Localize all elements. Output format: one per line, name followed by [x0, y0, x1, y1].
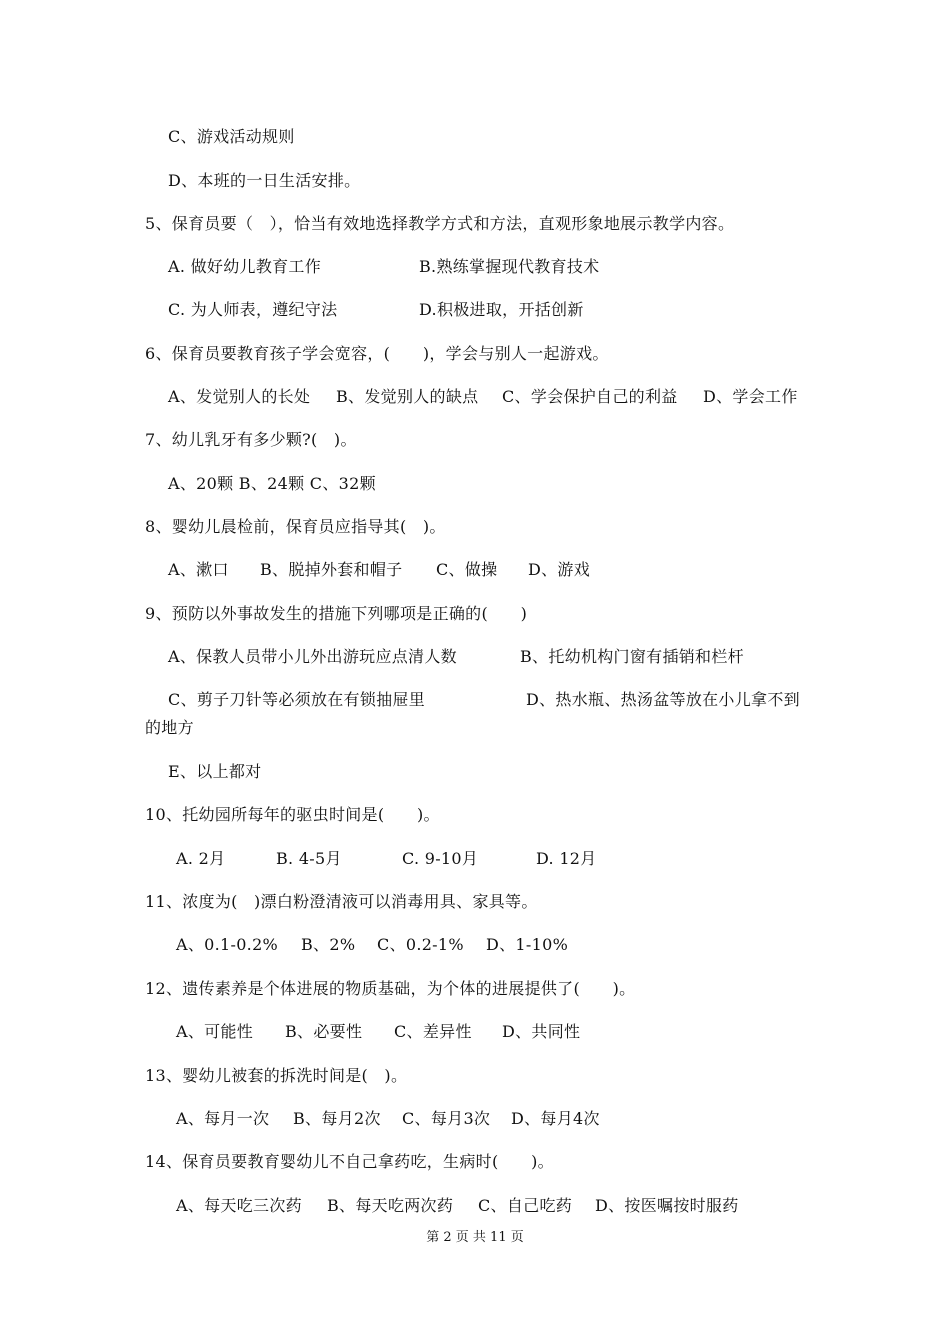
question-7-options: A、20颗 B、24颗 C、32颗: [168, 474, 376, 493]
q14-option-a: A、每天吃三次药: [176, 1196, 302, 1215]
q9-option-d: D、热水瓶、热汤盆等放在小儿拿不到: [526, 690, 800, 709]
question-12: 12、遗传素养是个体进展的物质基础，为个体的进展提供了( )。: [145, 979, 636, 998]
q14-option-b: B、每天吃两次药: [327, 1196, 454, 1215]
q14-option-c: C、自己吃药: [478, 1196, 573, 1215]
q11-option-d: D、1-10%: [486, 935, 569, 954]
question-7: 7、幼儿乳牙有多少颗?( )。: [145, 430, 357, 449]
option-d-daily-schedule: D、本班的一日生活安排。: [168, 171, 361, 190]
option-c-game-rules: C、游戏活动规则: [168, 127, 295, 146]
q5-option-d: D.积极进取，开括创新: [419, 300, 584, 319]
q13-option-a: A、每月一次: [176, 1109, 270, 1128]
q8-option-b: B、脱掉外套和帽子: [260, 560, 403, 579]
question-8: 8、婴幼儿晨检前，保育员应指导其( )。: [145, 517, 446, 536]
question-6: 6、保育员要教育孩子学会宽容，( )，学会与别人一起游戏。: [145, 344, 609, 363]
q11-option-c: C、0.2-1%: [377, 935, 464, 954]
q6-option-c: C、学会保护自己的利益: [502, 387, 678, 406]
q13-option-b: B、每月2次: [293, 1109, 381, 1128]
q5-option-b: B.熟练掌握现代教育技术: [419, 257, 600, 276]
page-footer: 第 2 页 共 11 页: [426, 1230, 524, 1245]
q6-option-b: B、发觉别人的缺点: [336, 387, 479, 406]
q9-option-a: A、保教人员带小儿外出游玩应点清人数: [168, 647, 457, 666]
q12-option-a: A、可能性: [176, 1022, 254, 1041]
q13-option-d: D、每月4次: [511, 1109, 600, 1128]
q10-option-d: D. 12月: [536, 849, 597, 868]
q10-option-b: B. 4-5月: [276, 849, 342, 868]
q12-option-c: C、差异性: [394, 1022, 472, 1041]
question-5: 5、保育员要（ ），恰当有效地选择教学方式和方法，直观形象地展示教学内容。: [145, 214, 735, 233]
q10-option-c: C. 9-10月: [402, 849, 479, 868]
q14-option-d: D、按医嘱按时服药: [595, 1196, 739, 1215]
question-13: 13、婴幼儿被套的拆洗时间是( )。: [145, 1066, 408, 1085]
q10-option-a: A. 2月: [176, 849, 226, 868]
q5-option-c: C. 为人师表，遵纪守法: [168, 300, 338, 319]
q9-option-b: B、托幼机构门窗有插销和栏杆: [520, 647, 744, 666]
q9-option-c: C、剪子刀针等必须放在有锁抽屉里: [168, 690, 426, 709]
q11-option-b: B、2%: [301, 935, 356, 954]
q11-option-a: A、0.1-0.2%: [176, 935, 279, 954]
q12-option-b: B、必要性: [285, 1022, 363, 1041]
q9-option-e: E、以上都对: [168, 762, 262, 781]
q6-option-d: D、学会工作: [703, 387, 798, 406]
q9-option-d-continued: 的地方: [145, 718, 194, 737]
question-14: 14、保育员要教育婴幼儿不自己拿药吃，生病时( )。: [145, 1152, 554, 1171]
q12-option-d: D、共同性: [502, 1022, 581, 1041]
q8-option-c: C、做操: [436, 560, 498, 579]
q5-option-a: A. 做好幼儿教育工作: [168, 257, 322, 276]
q8-option-a: A、漱口: [168, 560, 229, 579]
question-10: 10、托幼园所每年的驱虫时间是( )。: [145, 805, 440, 824]
q8-option-d: D、游戏: [528, 560, 591, 579]
q13-option-c: C、每月3次: [402, 1109, 491, 1128]
q6-option-a: A、发觉别人的长处: [168, 387, 311, 406]
question-9: 9、预防以外事故发生的措施下列哪项是正确的( ): [145, 604, 528, 623]
question-11: 11、浓度为( )漂白粉澄清液可以消毒用具、家具等。: [145, 892, 538, 911]
